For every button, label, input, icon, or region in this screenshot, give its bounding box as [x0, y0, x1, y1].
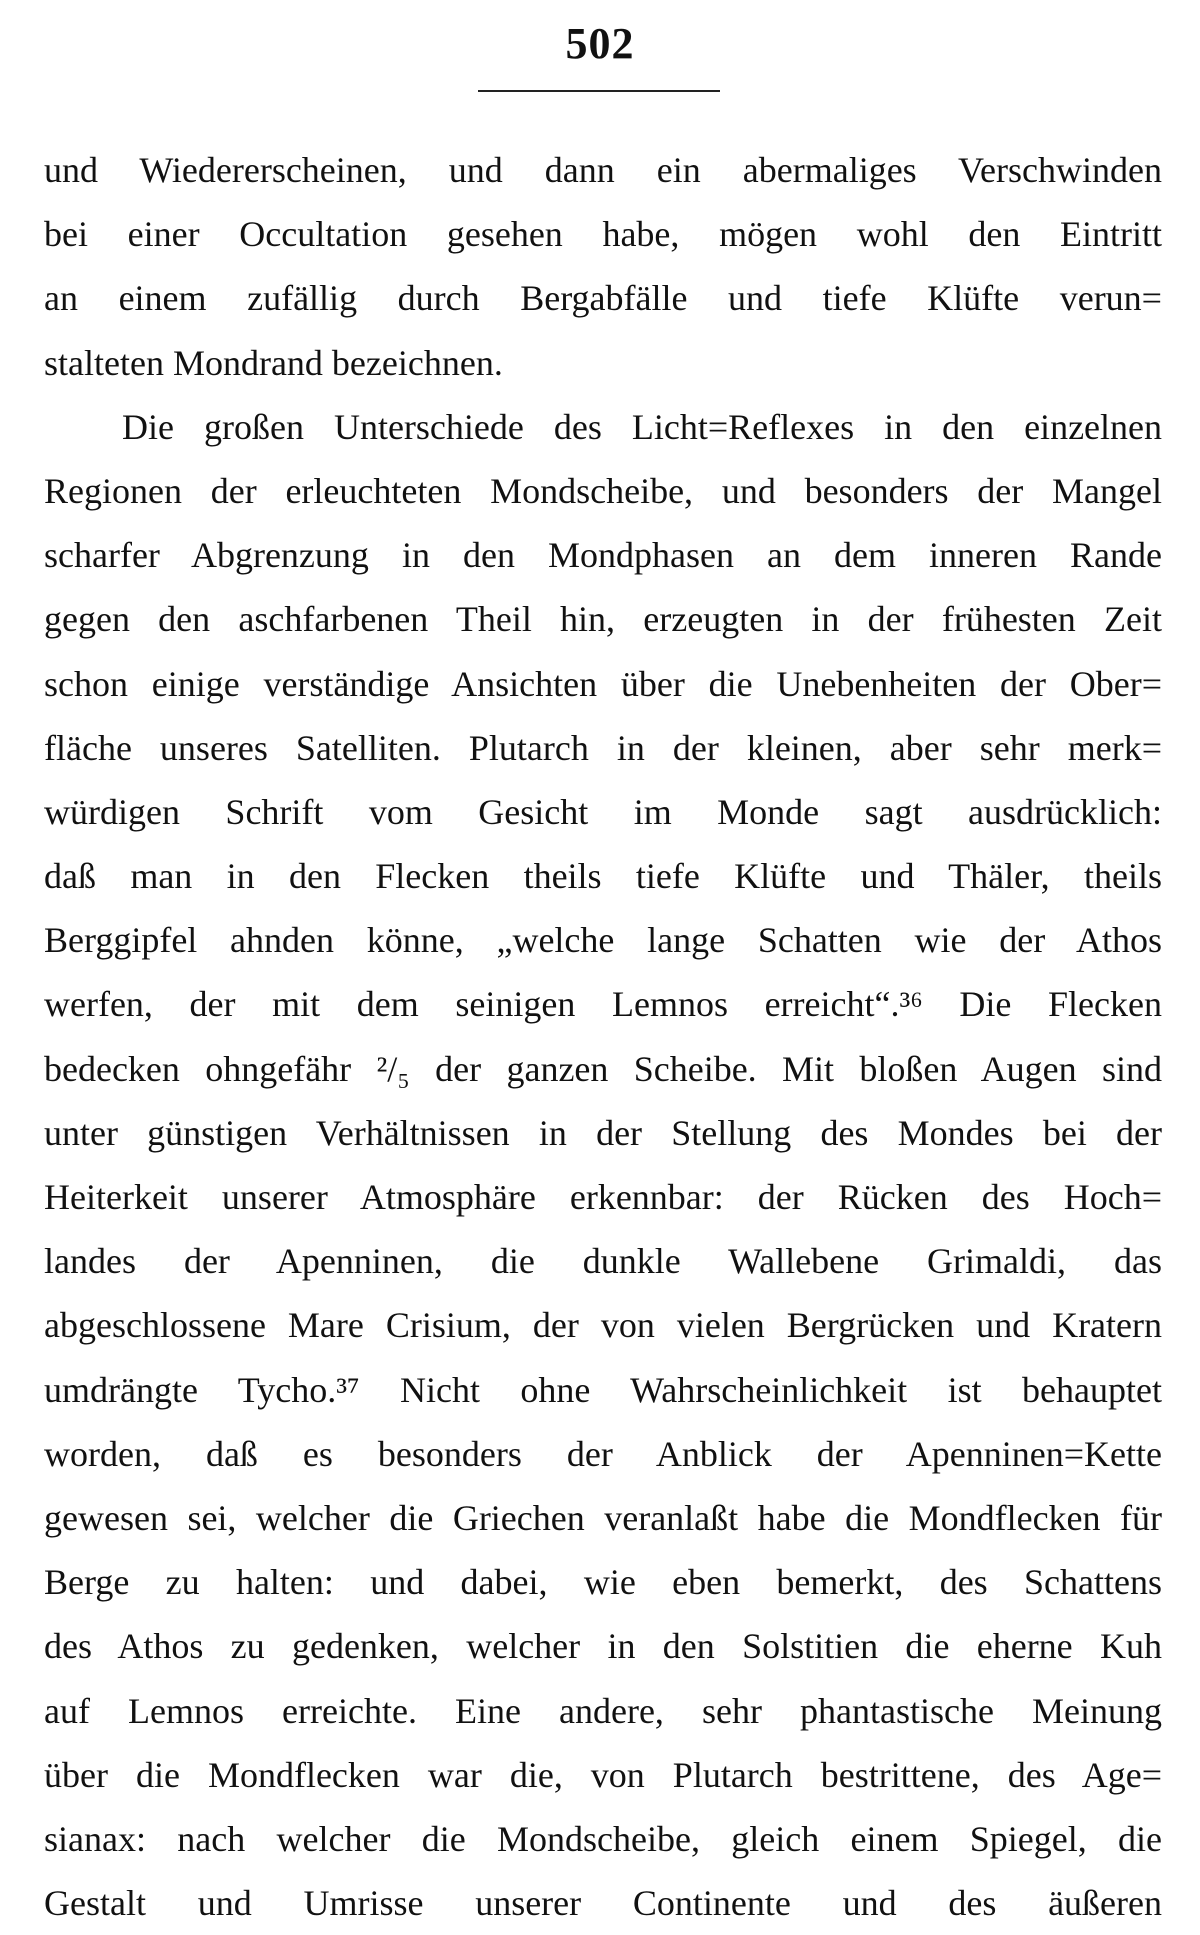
text-line: auf Lemnos erreichte. Eine andere, sehr phantastische Meinung — [44, 1690, 1162, 1731]
text-line: Gestalt und Umrisse unserer Continente und des äußeren — [44, 1883, 1162, 1924]
text-line: gewesen sei, welcher die Griechen veranlaßt habe die Mondflecken für — [44, 1497, 1162, 1538]
text-line: abgeschlossene Mare Crisium, der von vielen Bergrücken und Kratern — [44, 1305, 1162, 1346]
text-line: unter günstigen Verhältnissen in der Stellung des Mondes bei der — [44, 1112, 1162, 1153]
text-line: Berggipfel ahnden könne, „welche lange Schatten wie der Athos — [44, 920, 1162, 961]
text-line: umdrängte Tycho.³⁷ Nicht ohne Wahrscheinlichkeit ist behauptet — [44, 1369, 1162, 1410]
paragraph-start-line: Die großen Unterschiede des Licht=Reflexes in den einzelnen — [122, 406, 1162, 447]
text-line: werfen, der mit dem seinigen Lemnos erreicht“.³⁶ Die Flecken — [44, 984, 1162, 1025]
text-line: gegen den aschfarbenen Theil hin, erzeugten in der frühesten Zeit — [44, 599, 1162, 640]
text-line: sianax: nach welcher die Mondscheibe, gleich einem Spiegel, die — [44, 1818, 1162, 1859]
page-number: 502 — [565, 19, 635, 68]
text-line: bei einer Occultation gesehen habe, mögen wohl den Eintritt — [44, 214, 1162, 255]
text-line: schon einige verständige Ansichten über die Unebenheiten der Ober= — [44, 663, 1162, 704]
text-line: über die Mondflecken war die, von Plutarch bestrittene, des Age= — [44, 1754, 1162, 1795]
text-line: bedecken ohngefähr ²/₅ der ganzen Scheibe. Mit bloßen Augen sind — [44, 1048, 1162, 1089]
text-line: würdigen Schrift vom Gesicht im Monde sagt ausdrücklich: — [44, 791, 1162, 832]
body-text — [44, 138, 1162, 1935]
text-line: und Wiedererscheinen, und dann ein abermaliges Verschwinden — [44, 150, 1162, 190]
text-line: worden, daß es besonders der Anblick der Apenninen=Kette — [44, 1433, 1162, 1474]
header-rule — [478, 90, 720, 92]
text-line: stalteten Mondrand bezeichnen. — [44, 342, 503, 383]
text-line: daß man in den Flecken theils tiefe Klüfte und Thäler, theils — [44, 856, 1162, 897]
text-line: des Athos zu gedenken, welcher in den Solstitien die eherne Kuh — [44, 1626, 1162, 1667]
text-line: Heiterkeit unserer Atmosphäre erkennbar: der Rücken des Hoch= — [44, 1177, 1162, 1217]
text-line: landes der Apenninen, die dunkle Wallebene Grimaldi, das — [44, 1241, 1162, 1282]
text-line: Regionen der erleuchteten Mondscheibe, und besonders der Mangel — [44, 470, 1162, 511]
text-line: fläche unseres Satelliten. Plutarch in der kleinen, aber sehr merk= — [44, 727, 1162, 768]
text-line: an einem zufällig durch Bergabfälle und tiefe Klüfte verun= — [44, 278, 1162, 319]
text-line: scharfer Abgrenzung in den Mondphasen an dem inneren Rande — [44, 535, 1162, 576]
text-line: Berge zu halten: und dabei, wie eben bemerkt, des Schattens — [44, 1562, 1162, 1603]
